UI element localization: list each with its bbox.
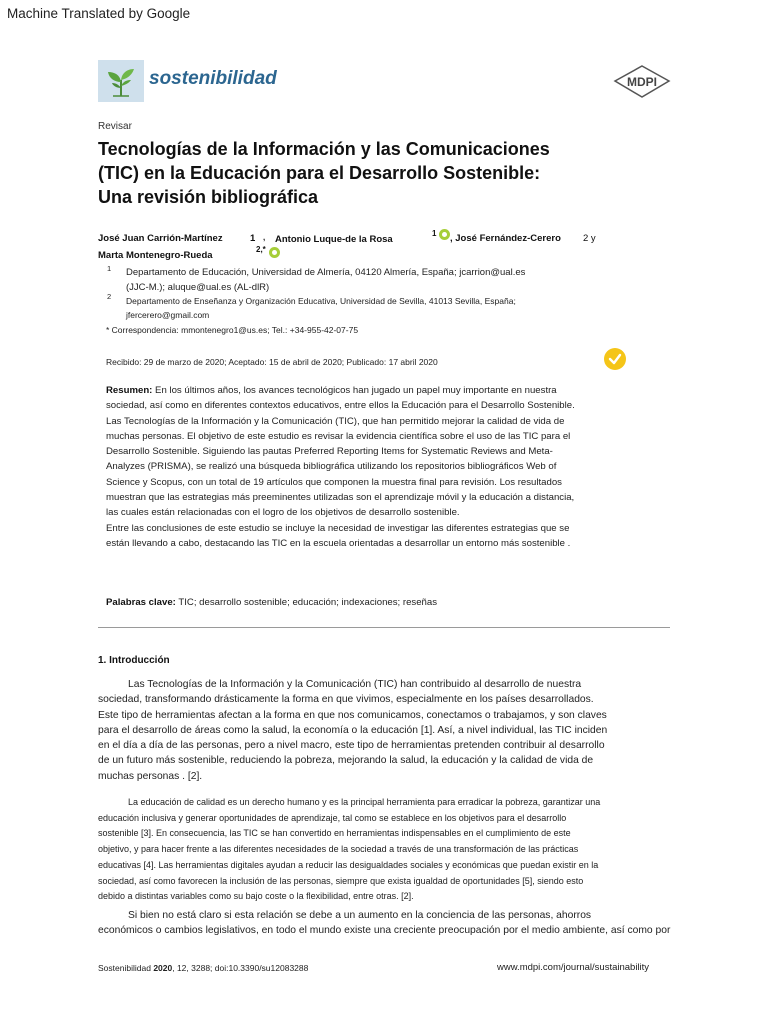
footer-year: 2020 [153, 963, 173, 973]
author-separator: , [263, 233, 266, 242]
abstract-line: Desarrollo Sostenible. Siguiendo las pautas Preferred Reporting Items for Systematic Reviews and Meta- [106, 446, 553, 458]
paragraph-line: educativas [4]. Las herramientas digitales ayudan a reducir las desigualdades sociales y económicas que puedan existir en la [98, 859, 599, 870]
author-affiliation-mark: 2,* [256, 245, 266, 254]
paragraph-line: debido a distintas variables como su bajo coste o la flexibilidad, entre otras. [2]. [98, 891, 414, 902]
abstract-line: Analyzes (PRISMA), se realizó una búsqueda bibliográfica utilizando los repositorios bibliográficos Web of [106, 461, 557, 473]
journal-logo [98, 60, 144, 102]
abstract-line: Entre las conclusiones de este estudio se incluye la necesidad de investigar las diferentes estrategias que se [106, 522, 570, 534]
abstract-line: sociedad, así como en diferentes contextos educativos, entre ellos la Educación para el Desarrollo Sostenible. [106, 400, 575, 412]
footer-journal: Sostenibilidad [98, 963, 151, 973]
body-paragraph [98, 677, 688, 784]
article-title [98, 137, 658, 209]
footer-url[interactable]: www.mdpi.com/journal/sustainability [497, 962, 650, 973]
paragraph-line: educación inclusiva y generar oportunidades de aprendizaje, tal como se establece en los objetivos para el desarrollo [98, 812, 567, 823]
title-line: (TIC) en la Educación para el Desarrollo Sostenible: [98, 163, 541, 183]
keywords-text: TIC; desarrollo sostenible; educación; indexaciones; reseñas [175, 597, 438, 608]
publication-dates: Recibido: 29 de marzo de 2020; Aceptado: 15 de abril de 2020; Publicado: 17 abril 2020 [106, 357, 438, 367]
abstract-line: Resumen: En los últimos años, los avances tecnológicos han jugado un papel muy importante en nuestra [106, 385, 557, 396]
paragraph-line: sociedad, transformando drásticamente la forma en que vivimos, especialmente en los países desarrollados. [98, 694, 594, 706]
correspondence: * Correspondencia: mmontenegro1@us.es; Tel.: +34-955-42-07-75 [106, 325, 359, 335]
author-affiliation-mark: 1 [432, 229, 437, 238]
paragraph-line: sostenible [3]. En consecuencia, las TIC se han convertido en herramientas indispensables en el cumplimiento de este [98, 828, 571, 839]
paragraph-line: para el desarrollo de áreas como la salud, la economía o la educación [1]. Así, a nivel individual, las TIC inciden [98, 724, 608, 736]
abstract-label: Resumen: [106, 385, 153, 396]
abstract-line: muestran que las estrategias más preeminentes utilizadas son el aprendizaje móvil y la educación a distancia, [106, 492, 575, 504]
body-paragraph [98, 908, 688, 939]
author-name: José Juan Carrión-Martínez [98, 233, 223, 244]
keywords [106, 597, 437, 608]
abstract-line: Las Tecnologías de la Información y la Comunicación (TIC), que han permitido mejorar la calidad de vida de [106, 415, 565, 427]
affiliation-number: 1 [107, 264, 112, 273]
plant-icon [98, 60, 144, 102]
article-type: Revisar [98, 121, 132, 132]
author-name: , José Fernández-Cerero [450, 233, 561, 244]
abstract-line: Science y Scopus, con un total de 19 artículos que componen la muestra final para revisión. Los resultados [106, 476, 562, 488]
paragraph-line: sociedad, así como favorecen la inclusión de las personas, siempre que exista igualdad de oportunidades [5], siendo esto [98, 875, 584, 886]
abstract-line: las cuales están relacionadas con el logro de los objetivos de desarrollo sostenible. [106, 507, 460, 519]
paragraph-line: en el día a día de las personas, pero a nivel macro, este tipo de herramientas pretenden contribuir al desarrollo [98, 740, 605, 752]
title-line: Tecnologías de la Información y las Comunicaciones [98, 139, 550, 159]
paragraph-line: objetivo, y para hacer frente a las diferentes necesidades de la sociedad a través de una transformación de las prácticas [98, 844, 579, 855]
author-affiliation-mark: 1 [250, 233, 256, 244]
keywords-label: Palabras clave: [106, 597, 176, 608]
body-paragraph [98, 795, 688, 905]
translation-banner: Machine Translated by Google [7, 6, 191, 21]
title-line: Una revisión bibliográfica [98, 187, 319, 207]
footer-doi: , 12, 3288; doi:10.3390/su12083288 [172, 963, 309, 973]
affiliation-email: jfercerero@gmail.com [126, 310, 210, 320]
section-heading: 1. Introducción [98, 655, 170, 666]
author-name: Antonio Luque-de la Rosa [275, 234, 393, 245]
affiliation-number: 2 [107, 292, 112, 301]
publisher-logo [612, 64, 672, 100]
abstract-line: muchas personas. El objetivo de este estudio es revisar la evidencia científica sobre el uso de las TIC para el [106, 430, 571, 442]
affiliation-line: (JJC-M.); aluque@ual.es (AL-dlR) [126, 282, 270, 293]
journal-name: sostenibilidad [149, 68, 277, 89]
paragraph-line: La educación de calidad es un derecho humano y es la principal herramienta para erradicar la pobreza, garantizar una [128, 797, 601, 807]
paragraph-line: Este tipo de herramientas afectan a la forma en que nos comunicamos, conectamos o trabajamos, y son claves [98, 709, 607, 721]
author-affiliation-mark: 2 y [583, 233, 596, 244]
check-for-updates-icon[interactable] [604, 348, 626, 370]
author-name: Marta Montenegro-Rueda [98, 250, 213, 261]
paragraph-line: de un futuro más sostenible, reduciendo la pobreza, mejorando la salud, la educación y la calidad de vida de [98, 755, 594, 767]
footer-citation [98, 963, 308, 973]
paragraph-line: Las Tecnologías de la Información y la Comunicación (TIC) han contribuido al desarrollo de nuestra [128, 679, 582, 690]
abstract [106, 383, 686, 551]
publisher-name: MDPI [627, 75, 657, 89]
orcid-icon[interactable] [269, 247, 280, 258]
paragraph-line: muchas personas . [2]. [98, 770, 203, 782]
affiliation-line: Departamento de Educación, Universidad de Almería, 04120 Almería, España; jcarrion@ual.es [126, 267, 526, 278]
orcid-icon[interactable] [439, 229, 450, 240]
paragraph-line: Si bien no está claro si esta relación se debe a un aumento en la conciencia de las personas, ahorros [128, 910, 592, 921]
divider [98, 627, 670, 628]
abstract-line: están llevando a cabo, destacando las TIC en la escuela orientadas a desarrollar un entorno más sostenible . [106, 537, 571, 549]
paragraph-line: económicos o cambios legislativos, en todo el mundo existe una creciente preocupación por el medio ambiente, así como por [98, 925, 671, 937]
affiliation-line: Departamento de Enseñanza y Organización Educativa, Universidad de Sevilla, 41013 Sevilla, España; [126, 296, 516, 306]
